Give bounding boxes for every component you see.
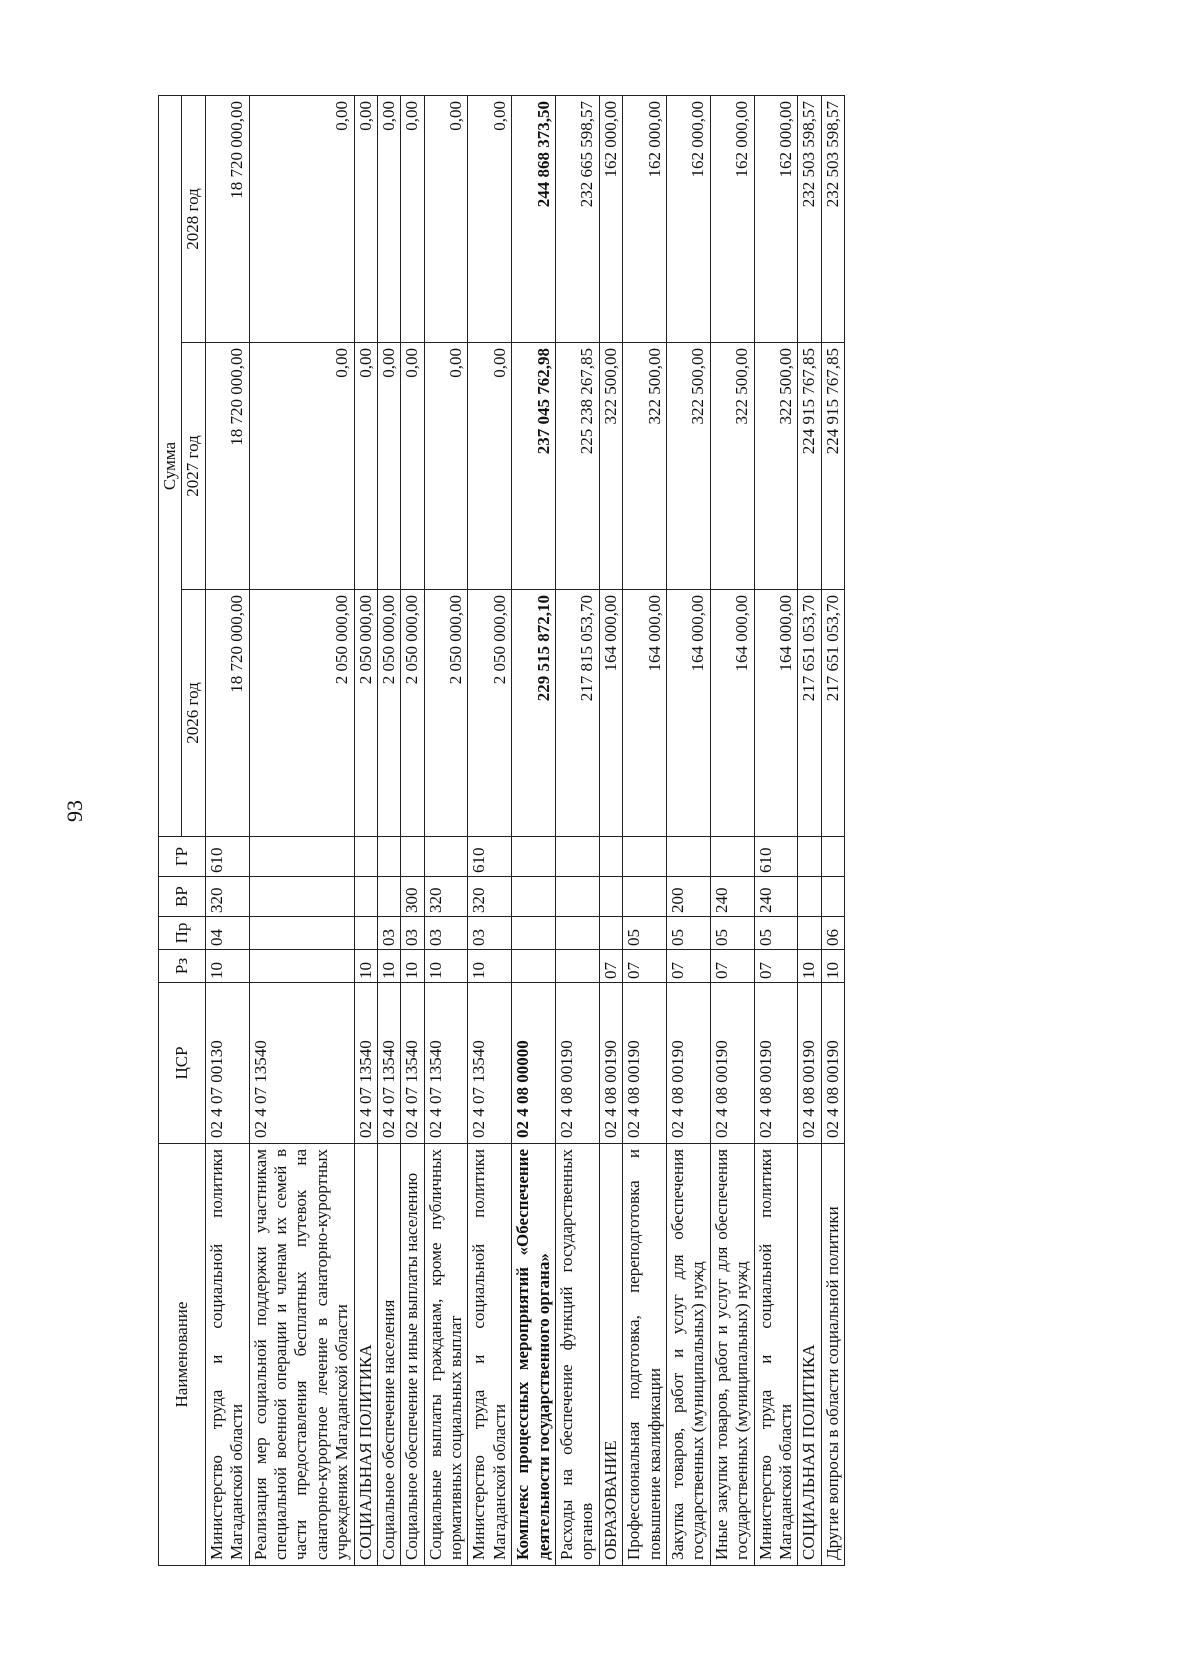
row-gr [512, 837, 556, 877]
row-pr: 04 [205, 917, 249, 950]
row-rz: 07 [754, 950, 798, 983]
row-amount-2027: 0,00 [468, 343, 512, 590]
row-gr [798, 837, 821, 877]
row-vr: 300 [401, 877, 424, 917]
row-amount-2027: 225 238 267,85 [556, 343, 600, 590]
row-gr [377, 837, 400, 877]
row-csr: 02 4 07 13540 [468, 983, 512, 1144]
row-gr [666, 837, 710, 877]
row-gr [556, 837, 600, 877]
row-gr [249, 837, 354, 877]
row-vr [377, 877, 400, 917]
row-rz [556, 950, 600, 983]
row-pr [512, 917, 556, 950]
row-gr: 610 [754, 837, 798, 877]
table-row [666, 95, 710, 1565]
row-name: Социальное обеспечение и иные выплаты населению [401, 1144, 424, 1566]
row-amount-2028: 0,00 [377, 95, 400, 342]
row-vr [249, 877, 354, 917]
row-rz: 10 [821, 950, 844, 983]
row-name: Реализация мер социальной поддержки участникам специальной военной операции и членам их семей в части предоставления бесплатных путевок на санаторно-курортное лечение в санаторно-курортных учреждениях Магаданской области [249, 1144, 354, 1566]
row-rz: 10 [205, 950, 249, 983]
row-vr [512, 877, 556, 917]
row-rz: 10 [377, 950, 400, 983]
header-2026: 2026 год [182, 590, 205, 837]
table-row [599, 95, 622, 1565]
row-csr: 02 4 08 00190 [623, 983, 667, 1144]
row-csr: 02 4 08 00190 [821, 983, 844, 1144]
table-row [821, 95, 844, 1565]
row-pr: 05 [623, 917, 667, 950]
row-amount-2027: 0,00 [377, 343, 400, 590]
row-rz: 10 [468, 950, 512, 983]
row-amount-2028: 18 720 000,00 [205, 95, 249, 342]
row-csr: 02 4 08 00190 [556, 983, 600, 1144]
row-amount-2026: 217 815 053,70 [556, 590, 600, 837]
table-row [710, 95, 754, 1565]
row-gr [710, 837, 754, 877]
row-vr [599, 877, 622, 917]
row-amount-2028: 232 503 598,57 [798, 95, 821, 342]
table-row [468, 95, 512, 1565]
row-amount-2027: 18 720 000,00 [205, 343, 249, 590]
row-name: Иные закупки товаров, работ и услуг для обеспечения государственных (муниципальных) нужд [710, 1144, 754, 1566]
row-gr [424, 837, 468, 877]
row-amount-2027: 322 500,00 [754, 343, 798, 590]
row-pr [354, 917, 377, 950]
row-amount-2026: 2 050 000,00 [377, 590, 400, 837]
row-amount-2027: 0,00 [401, 343, 424, 590]
row-name: Министерство труда и социальной политики Магаданской области [754, 1144, 798, 1566]
row-rz: 07 [666, 950, 710, 983]
page-number: 93 [62, 800, 87, 822]
row-vr: 320 [205, 877, 249, 917]
row-amount-2026: 217 651 053,70 [798, 590, 821, 837]
row-amount-2026: 164 000,00 [666, 590, 710, 837]
row-name: Профессиональная подготовка, переподготовка и повышение квалификации [623, 1144, 667, 1566]
row-csr: 02 4 07 13540 [377, 983, 400, 1144]
budget-table [158, 95, 845, 1566]
row-amount-2027: 237 045 762,98 [512, 343, 556, 590]
row-rz [512, 950, 556, 983]
row-name: Другие вопросы в области социальной политики [821, 1144, 844, 1566]
row-amount-2028: 162 000,00 [599, 95, 622, 342]
row-amount-2027: 224 915 767,85 [798, 343, 821, 590]
row-amount-2028: 0,00 [468, 95, 512, 342]
row-gr [401, 837, 424, 877]
row-pr: 05 [666, 917, 710, 950]
row-amount-2027: 224 915 767,85 [821, 343, 844, 590]
row-vr: 320 [468, 877, 512, 917]
table-row [424, 95, 468, 1565]
row-amount-2028: 244 868 373,50 [512, 95, 556, 342]
row-vr [798, 877, 821, 917]
row-csr: 02 4 08 00190 [599, 983, 622, 1144]
row-amount-2026: 2 050 000,00 [401, 590, 424, 837]
row-pr: 03 [401, 917, 424, 950]
row-gr [623, 837, 667, 877]
row-amount-2028: 0,00 [354, 95, 377, 342]
row-pr: 03 [377, 917, 400, 950]
row-amount-2027: 0,00 [249, 343, 354, 590]
row-csr: 02 4 07 13540 [354, 983, 377, 1144]
row-csr: 02 4 07 13540 [401, 983, 424, 1144]
row-amount-2027: 322 500,00 [710, 343, 754, 590]
row-amount-2026: 18 720 000,00 [205, 590, 249, 837]
row-csr: 02 4 08 00000 [512, 983, 556, 1144]
row-pr: 06 [821, 917, 844, 950]
row-vr [354, 877, 377, 917]
header-2027: 2027 год [182, 343, 205, 590]
row-name: ОБРАЗОВАНИЕ [599, 1144, 622, 1566]
row-name: Социальное обеспечение населения [377, 1144, 400, 1566]
row-amount-2026: 229 515 872,10 [512, 590, 556, 837]
row-name: СОЦИАЛЬНАЯ ПОЛИТИКА [798, 1144, 821, 1566]
table-row [754, 95, 798, 1565]
budget-table-rotated [158, 96, 1038, 1566]
row-vr: 200 [666, 877, 710, 917]
row-amount-2026: 217 651 053,70 [821, 590, 844, 837]
row-amount-2027: 322 500,00 [666, 343, 710, 590]
row-rz [249, 950, 354, 983]
row-amount-2026: 164 000,00 [710, 590, 754, 837]
row-vr [556, 877, 600, 917]
row-amount-2026: 2 050 000,00 [249, 590, 354, 837]
row-csr: 02 4 07 00130 [205, 983, 249, 1144]
row-amount-2026: 2 050 000,00 [354, 590, 377, 837]
row-rz: 07 [623, 950, 667, 983]
row-gr: 610 [468, 837, 512, 877]
row-csr: 02 4 07 13540 [249, 983, 354, 1144]
row-amount-2026: 2 050 000,00 [424, 590, 468, 837]
row-rz: 07 [599, 950, 622, 983]
table-row [798, 95, 821, 1565]
row-pr: 03 [468, 917, 512, 950]
row-vr [623, 877, 667, 917]
row-amount-2026: 164 000,00 [623, 590, 667, 837]
row-pr [249, 917, 354, 950]
table-body [205, 95, 844, 1565]
header-gr: ГР [159, 837, 206, 877]
header-pr: Пр [159, 917, 206, 950]
row-csr: 02 4 08 00190 [666, 983, 710, 1144]
table-row [354, 95, 377, 1565]
table-row [377, 95, 400, 1565]
row-amount-2027: 322 500,00 [599, 343, 622, 590]
row-pr: 03 [424, 917, 468, 950]
row-amount-2026: 164 000,00 [599, 590, 622, 837]
header-vr: ВР [159, 877, 206, 917]
table-row [401, 95, 424, 1565]
row-amount-2027: 0,00 [424, 343, 468, 590]
table-row [249, 95, 354, 1565]
row-pr: 05 [710, 917, 754, 950]
row-amount-2027: 0,00 [354, 343, 377, 590]
row-csr: 02 4 08 00190 [754, 983, 798, 1144]
row-vr [821, 877, 844, 917]
row-name: Министерство труда и социальной политики Магаданской области [205, 1144, 249, 1566]
row-name: Социальные выплаты гражданам, кроме публичных нормативных социальных выплат [424, 1144, 468, 1566]
row-amount-2028: 0,00 [424, 95, 468, 342]
row-gr [354, 837, 377, 877]
header-csr: ЦСР [159, 983, 206, 1144]
row-amount-2026: 164 000,00 [754, 590, 798, 837]
table-row [512, 95, 556, 1565]
row-amount-2027: 322 500,00 [623, 343, 667, 590]
row-csr: 02 4 07 13540 [424, 983, 468, 1144]
row-name: СОЦИАЛЬНАЯ ПОЛИТИКА [354, 1144, 377, 1566]
header-row [159, 95, 182, 1565]
row-vr: 240 [754, 877, 798, 917]
row-amount-2028: 162 000,00 [666, 95, 710, 342]
row-pr [599, 917, 622, 950]
row-amount-2028: 0,00 [401, 95, 424, 342]
row-amount-2028: 162 000,00 [623, 95, 667, 342]
row-name: Комплекс процессных мероприятий «Обеспечение деятельности государственного органа» [512, 1144, 556, 1566]
row-pr [556, 917, 600, 950]
row-pr: 05 [754, 917, 798, 950]
table-row [205, 95, 249, 1565]
row-rz: 10 [798, 950, 821, 983]
header-sum: Сумма [159, 95, 182, 836]
row-amount-2028: 232 665 598,57 [556, 95, 600, 342]
row-amount-2028: 0,00 [249, 95, 354, 342]
row-gr: 610 [205, 837, 249, 877]
row-gr [821, 837, 844, 877]
header-2028: 2028 год [182, 95, 205, 342]
row-csr: 02 4 08 00190 [710, 983, 754, 1144]
row-amount-2028: 162 000,00 [710, 95, 754, 342]
row-rz: 10 [354, 950, 377, 983]
table-row [556, 95, 600, 1565]
row-gr [599, 837, 622, 877]
row-name: Министерство труда и социальной политики Магаданской области [468, 1144, 512, 1566]
row-amount-2028: 162 000,00 [754, 95, 798, 342]
row-name: Расходы на обеспечение функций государственных органов [556, 1144, 600, 1566]
row-rz: 07 [710, 950, 754, 983]
row-pr [798, 917, 821, 950]
row-vr: 320 [424, 877, 468, 917]
row-amount-2026: 2 050 000,00 [468, 590, 512, 837]
header-name: Наименование [159, 1144, 206, 1566]
row-rz: 10 [424, 950, 468, 983]
header-rz: Рз [159, 950, 206, 983]
row-csr: 02 4 08 00190 [798, 983, 821, 1144]
table-row [623, 95, 667, 1565]
row-vr: 240 [710, 877, 754, 917]
row-name: Закупка товаров, работ и услуг для обеспечения государственных (муниципальных) нужд [666, 1144, 710, 1566]
row-rz: 10 [401, 950, 424, 983]
row-amount-2028: 232 503 598,57 [821, 95, 844, 342]
